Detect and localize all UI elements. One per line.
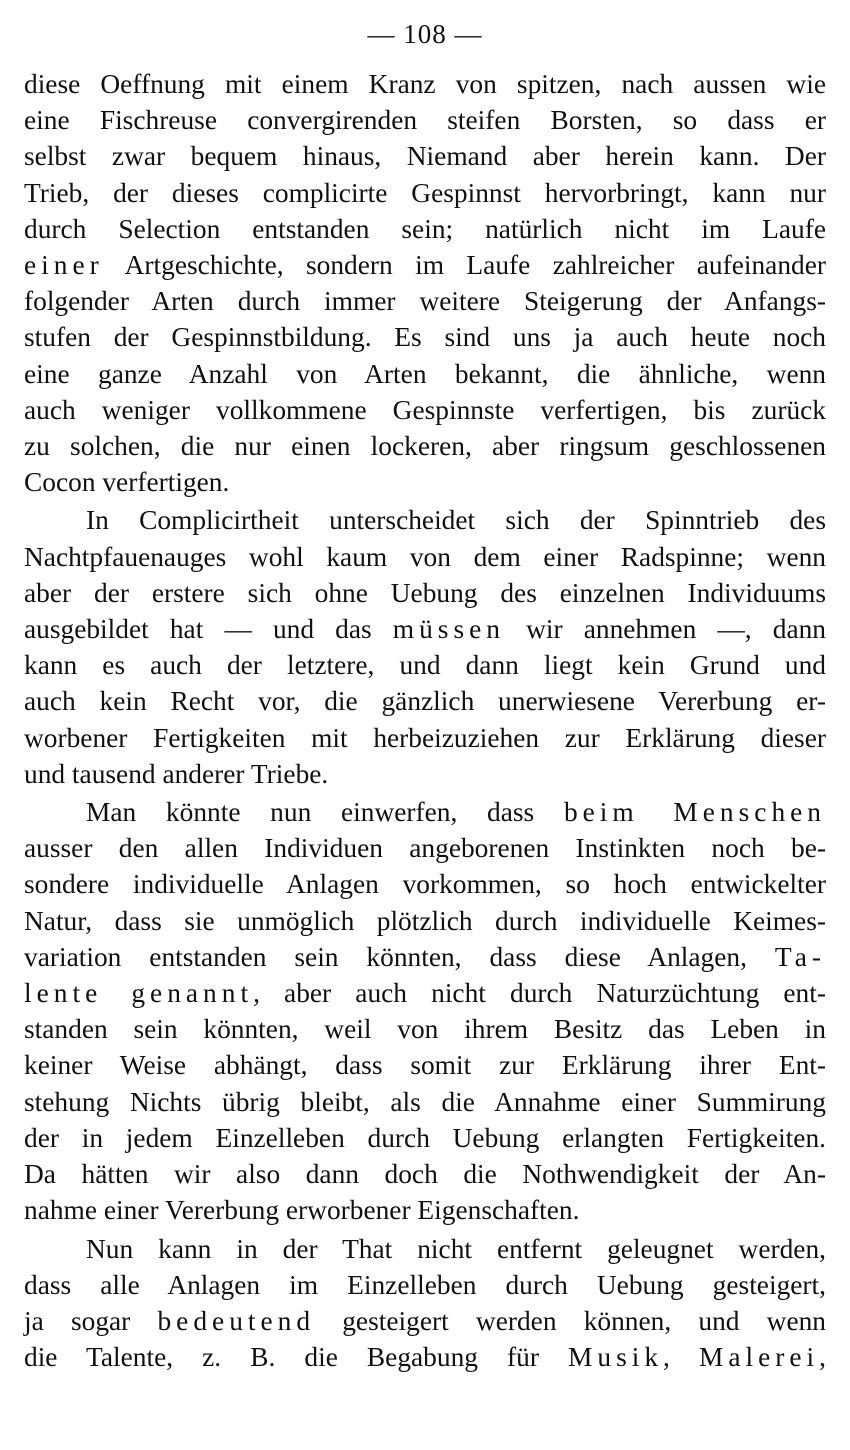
text-line: eine Fischreuse convergirenden steifen Borsten, so dass er bbox=[24, 105, 826, 136]
text-segment: ja sogar bbox=[24, 1305, 158, 1336]
text-line: Nachtpfauenauges wohl kaum von dem einer Radspinne; wenn bbox=[24, 541, 826, 572]
text-segment: , bbox=[819, 1342, 826, 1373]
page-number: — 108 — bbox=[367, 19, 483, 49]
text-line: dass alle Anlagen im Einzelleben durch Uebung gesteigert, bbox=[24, 1269, 826, 1300]
text-segment: , aber auch nicht durch Naturzüchtung ent- bbox=[253, 978, 826, 1009]
text-line: stufen der Gespinnstbildung. Es sind uns ja auch heute noch bbox=[24, 322, 826, 353]
text-segment: , bbox=[663, 1342, 699, 1373]
text-line: Nun kann in der That nicht entfernt geleugnet werden, bbox=[86, 1233, 826, 1264]
paragraph-4 bbox=[24, 1231, 826, 1376]
emphasis-text: Ta- bbox=[774, 941, 826, 972]
book-page bbox=[24, 14, 826, 1375]
text-line: auch kein Recht vor, die gänzlich unerwiesene Vererbung er- bbox=[24, 686, 826, 717]
text-line: standen sein könnten, weil von ihrem Besitz das Leben in bbox=[24, 1014, 826, 1045]
text-segment: Man könnte nun einwerfen, dass bbox=[86, 797, 564, 828]
text-line: selbst zwar bequem hinaus, Niemand aber herein kann. Der bbox=[24, 141, 826, 172]
emphasis-text: lente genannt bbox=[24, 978, 254, 1009]
text-line bbox=[24, 975, 826, 1011]
text-line: diese Oeffnung mit einem Kranz von spitzen, nach aussen wie bbox=[24, 69, 826, 99]
emphasis-text: Musik bbox=[568, 1342, 664, 1373]
emphasis-text: beim Menschen bbox=[563, 797, 826, 828]
text-line: Da hätten wir also dann doch die Nothwendigkeit der An- bbox=[24, 1159, 826, 1190]
text-line: In Complicirtheit unterscheidet sich der Spinntrieb des bbox=[86, 505, 826, 536]
text-line: und tausend anderer Triebe. bbox=[24, 758, 329, 789]
text-segment: wir annehmen —, dann bbox=[504, 614, 826, 645]
text-line: kann es auch der letztere, und dann liegt kein Grund und bbox=[24, 650, 826, 681]
text-line bbox=[24, 247, 826, 283]
text-line: eine ganze Anzahl von Arten bekannt, die ähnliche, wenn bbox=[24, 358, 826, 389]
text-line: keiner Weise abhängt, dass somit zur Erklärung ihrer Ent- bbox=[24, 1050, 826, 1081]
text-line: Natur, dass sie unmöglich plötzlich durch individuelle Keimes- bbox=[24, 905, 826, 936]
text-line: folgender Arten durch immer weitere Steigerung der Anfangs- bbox=[24, 286, 826, 317]
text-line: der in jedem Einzelleben durch Uebung erlangten Fertigkeiten. bbox=[24, 1122, 826, 1153]
paragraph-3 bbox=[24, 794, 826, 1228]
paragraph-1 bbox=[24, 66, 826, 500]
text-line bbox=[24, 794, 826, 830]
emphasis-text: bedeutend bbox=[157, 1305, 316, 1336]
text-line: nahme einer Vererbung erworbener Eigenschaften. bbox=[24, 1195, 580, 1226]
text-line bbox=[24, 1339, 826, 1375]
text-segment: variation entstanden sein könnten, dass diese Anlagen, bbox=[24, 941, 775, 972]
text-line: sondere individuelle Anlagen vorkommen, so hoch entwickelter bbox=[24, 869, 826, 900]
text-segment: die Talente, z. B. die Begabung für bbox=[24, 1342, 569, 1373]
text-line: stehung Nichts übrig bleibt, als die Annahme einer Summirung bbox=[24, 1086, 826, 1117]
text-line: worbener Fertigkeiten mit herbeizuziehen zur Erklärung dieser bbox=[24, 722, 826, 753]
text-line: Trieb, der dieses complicirte Gespinnst hervorbringt, kann nur bbox=[24, 177, 826, 208]
emphasis-text: einer bbox=[24, 250, 104, 281]
text-line bbox=[24, 1303, 826, 1339]
text-line: zu solchen, die nur einen lockeren, aber ringsum geschlossenen bbox=[24, 431, 826, 462]
text-segment: ausgebildet hat — und das bbox=[24, 614, 393, 645]
text-segment: gesteigert werden können, und wenn bbox=[315, 1305, 826, 1336]
text-line: aber der erstere sich ohne Uebung des einzelnen Individuums bbox=[24, 577, 826, 608]
paragraph-2 bbox=[24, 502, 826, 792]
text-line: durch Selection entstanden sein; natürlich nicht im Laufe bbox=[24, 213, 826, 244]
emphasis-text: müssen bbox=[392, 614, 505, 645]
text-line: ausser den allen Individuen angeborenen Instinkten noch be- bbox=[24, 833, 826, 864]
text-line: auch weniger vollkommene Gespinnste verfertigen, bis zurück bbox=[24, 394, 826, 425]
emphasis-text: Malerei bbox=[698, 1342, 820, 1373]
text-line bbox=[24, 611, 826, 647]
text-segment: Artgeschichte, sondern im Laufe zahlreicher aufeinander bbox=[103, 250, 826, 281]
text-line bbox=[24, 939, 826, 975]
text-line: Cocon verfertigen. bbox=[24, 467, 230, 498]
